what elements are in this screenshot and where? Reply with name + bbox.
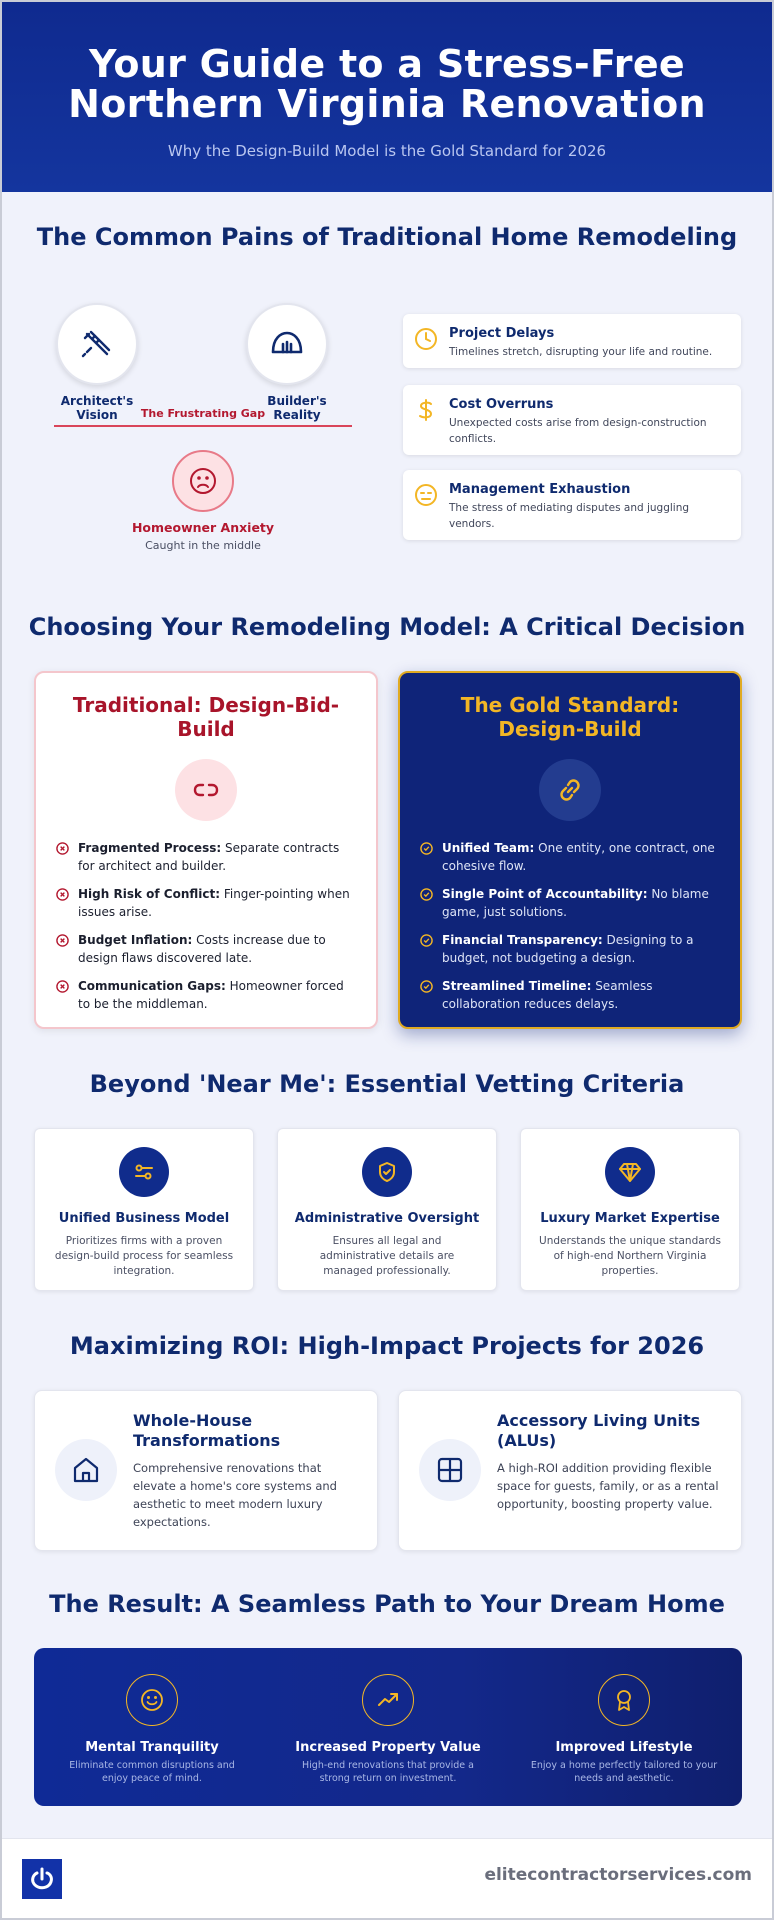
result-icon-circle bbox=[362, 1674, 414, 1726]
check-circle-icon bbox=[420, 980, 433, 993]
traditional-item: High Risk of Conflict: Finger-pointing when issues arise. bbox=[56, 885, 356, 921]
vetting-card-desc: Understands the unique standards of high-end Northern Virginia properties. bbox=[539, 1235, 721, 1277]
broken-link-circle bbox=[175, 759, 237, 821]
clock-icon bbox=[413, 326, 439, 352]
vetting-card-luxury bbox=[520, 1128, 740, 1291]
vetting-card-title: Unified Business Model bbox=[58, 1211, 230, 1226]
pain-card-exhaustion bbox=[403, 470, 741, 540]
result-item-tranquility bbox=[34, 1648, 270, 1806]
pain-card-delays bbox=[403, 314, 741, 368]
result-icon-circle bbox=[598, 1674, 650, 1726]
builder-circle bbox=[246, 303, 328, 385]
architect-label: Architect's Vision bbox=[60, 394, 134, 422]
vetting-icon-circle bbox=[362, 1147, 412, 1197]
vetting-card-title: Administrative Oversight bbox=[294, 1211, 480, 1226]
vetting-card-title: Luxury Market Expertise bbox=[540, 1211, 720, 1226]
result-item-desc: Enjoy a home perfectly tailored to your needs and aesthetic. bbox=[530, 1760, 718, 1784]
check-circle-icon bbox=[420, 842, 433, 855]
result-item-title: Mental Tranquility bbox=[85, 1740, 219, 1755]
traditional-item: Budget Inflation: Costs increase due to design flaws discovered late. bbox=[56, 931, 356, 967]
roi-icon-circle bbox=[55, 1439, 117, 1501]
gap-label: The Frustrating Gap bbox=[140, 407, 266, 420]
result-item-lifestyle bbox=[506, 1648, 742, 1806]
pains-section-title: The Common Pains of Traditional Home Remodeling bbox=[36, 223, 738, 251]
link-circle bbox=[539, 759, 601, 821]
result-item-title: Improved Lifestyle bbox=[555, 1740, 693, 1755]
gap-line bbox=[54, 425, 352, 427]
pain-card-title: Management Exhaustion bbox=[449, 482, 631, 497]
traditional-model-card bbox=[34, 671, 378, 1029]
models-section-title: Choosing Your Remodeling Model: A Critical Decision bbox=[28, 613, 746, 641]
power-icon bbox=[28, 1865, 56, 1893]
pain-card-title: Project Delays bbox=[449, 326, 555, 341]
builder-label: Builder's Reality bbox=[267, 394, 327, 422]
vetting-card-oversight bbox=[277, 1128, 497, 1291]
gold-item: Streamlined Timeline: Seamless collaboration reduces delays. bbox=[420, 977, 720, 1013]
house-icon bbox=[70, 1454, 102, 1486]
result-item-value bbox=[270, 1648, 506, 1806]
title-line-1: Your Guide to a Stress-Free bbox=[89, 42, 685, 86]
x-circle-icon bbox=[56, 842, 69, 855]
title-line-2: Northern Virginia Renovation bbox=[68, 82, 706, 126]
roi-icon-circle bbox=[419, 1439, 481, 1501]
dollar-icon bbox=[413, 397, 439, 423]
pain-card-title: Cost Overruns bbox=[449, 397, 554, 412]
hard-hat-icon bbox=[267, 324, 307, 364]
gold-item: Single Point of Accountability: No blame game, just solutions. bbox=[420, 885, 720, 921]
footer-domain-link[interactable]: elitecontractorservices.com bbox=[484, 1865, 752, 1885]
vetting-icon-circle bbox=[605, 1147, 655, 1197]
pain-card-desc: The stress of mediating disputes and juggling vendors. bbox=[449, 502, 690, 530]
pain-card-overruns bbox=[403, 385, 741, 455]
result-item-desc: High-end renovations that provide a strong return on investment. bbox=[302, 1760, 474, 1784]
result-icon-circle bbox=[126, 1674, 178, 1726]
pain-card-desc: Unexpected costs arise from design-construction conflicts. bbox=[449, 417, 707, 445]
gold-item: Unified Team: One entity, one contract, one cohesive flow. bbox=[420, 839, 720, 875]
traditional-item: Fragmented Process: Separate contracts for architect and builder. bbox=[56, 839, 356, 875]
architect-circle bbox=[56, 303, 138, 385]
x-circle-icon bbox=[56, 934, 69, 947]
grid-icon bbox=[434, 1454, 466, 1486]
traditional-item: Communication Gaps: Homeowner forced to be the middleman. bbox=[56, 977, 356, 1013]
vetting-icon-circle bbox=[119, 1147, 169, 1197]
vetting-card-desc: Prioritizes firms with a proven design-build process for seamless integration. bbox=[54, 1235, 234, 1277]
result-section-title: The Result: A Seamless Path to Your Dream Home bbox=[49, 1590, 725, 1618]
hero-header bbox=[2, 2, 772, 192]
result-item-title: Increased Property Value bbox=[295, 1740, 481, 1755]
traditional-title: Traditional: Design-Bid-Build bbox=[72, 693, 340, 741]
broken-link-icon bbox=[191, 775, 221, 805]
vetting-card-business-model bbox=[34, 1128, 254, 1291]
infographic-page bbox=[2, 2, 772, 1918]
roi-card-whole-house bbox=[34, 1390, 378, 1551]
link-icon bbox=[555, 775, 585, 805]
drafting-tools-icon bbox=[77, 324, 117, 364]
roi-card-title: Whole-House Transformations bbox=[133, 1411, 281, 1450]
footer bbox=[2, 1838, 772, 1918]
smile-icon bbox=[139, 1687, 165, 1713]
design-build-model-card bbox=[398, 671, 742, 1029]
result-item-desc: Eliminate common disruptions and enjoy peace of mind. bbox=[69, 1760, 235, 1784]
sad-face-icon bbox=[188, 466, 218, 496]
shield-check-icon bbox=[375, 1160, 399, 1184]
roi-card-alu bbox=[398, 1390, 742, 1551]
gem-icon bbox=[618, 1160, 642, 1184]
result-banner bbox=[34, 1648, 742, 1806]
gold-item: Financial Transparency: Designing to a budget, not budgeting a design. bbox=[420, 931, 720, 967]
pain-card-desc: Timelines stretch, disrupting your life and routine. bbox=[449, 346, 713, 358]
check-circle-icon bbox=[420, 888, 433, 901]
sliders-icon bbox=[132, 1160, 156, 1184]
page-title bbox=[2, 2, 772, 124]
tired-face-icon bbox=[413, 482, 439, 508]
company-logo[interactable] bbox=[22, 1859, 62, 1899]
award-icon bbox=[611, 1687, 637, 1713]
x-circle-icon bbox=[56, 980, 69, 993]
anxiety-subtitle: Caught in the middle bbox=[145, 539, 261, 552]
roi-section-title: Maximizing ROI: High-Impact Projects for 2026 bbox=[69, 1332, 705, 1360]
x-circle-icon bbox=[56, 888, 69, 901]
trending-up-icon bbox=[375, 1687, 401, 1713]
roi-card-desc: Comprehensive renovations that elevate a home's core systems and aesthetic to meet modern luxury expectations. bbox=[133, 1461, 337, 1529]
page-subtitle: Why the Design-Build Model is the Gold Standard for 2026 bbox=[167, 142, 607, 160]
anxiety-title: Homeowner Anxiety bbox=[131, 520, 275, 535]
gold-title: The Gold Standard: Design-Build bbox=[460, 693, 680, 741]
anxiety-circle bbox=[172, 450, 234, 512]
roi-card-desc: A high-ROI addition providing flexible space for guests, family, or as a rental opportunity, boosting property value. bbox=[497, 1461, 719, 1511]
vetting-section-title: Beyond 'Near Me': Essential Vetting Criteria bbox=[89, 1070, 685, 1098]
roi-card-title: Accessory Living Units (ALUs) bbox=[497, 1411, 701, 1450]
check-circle-icon bbox=[420, 934, 433, 947]
vetting-card-desc: Ensures all legal and administrative details are managed professionally. bbox=[319, 1235, 455, 1277]
